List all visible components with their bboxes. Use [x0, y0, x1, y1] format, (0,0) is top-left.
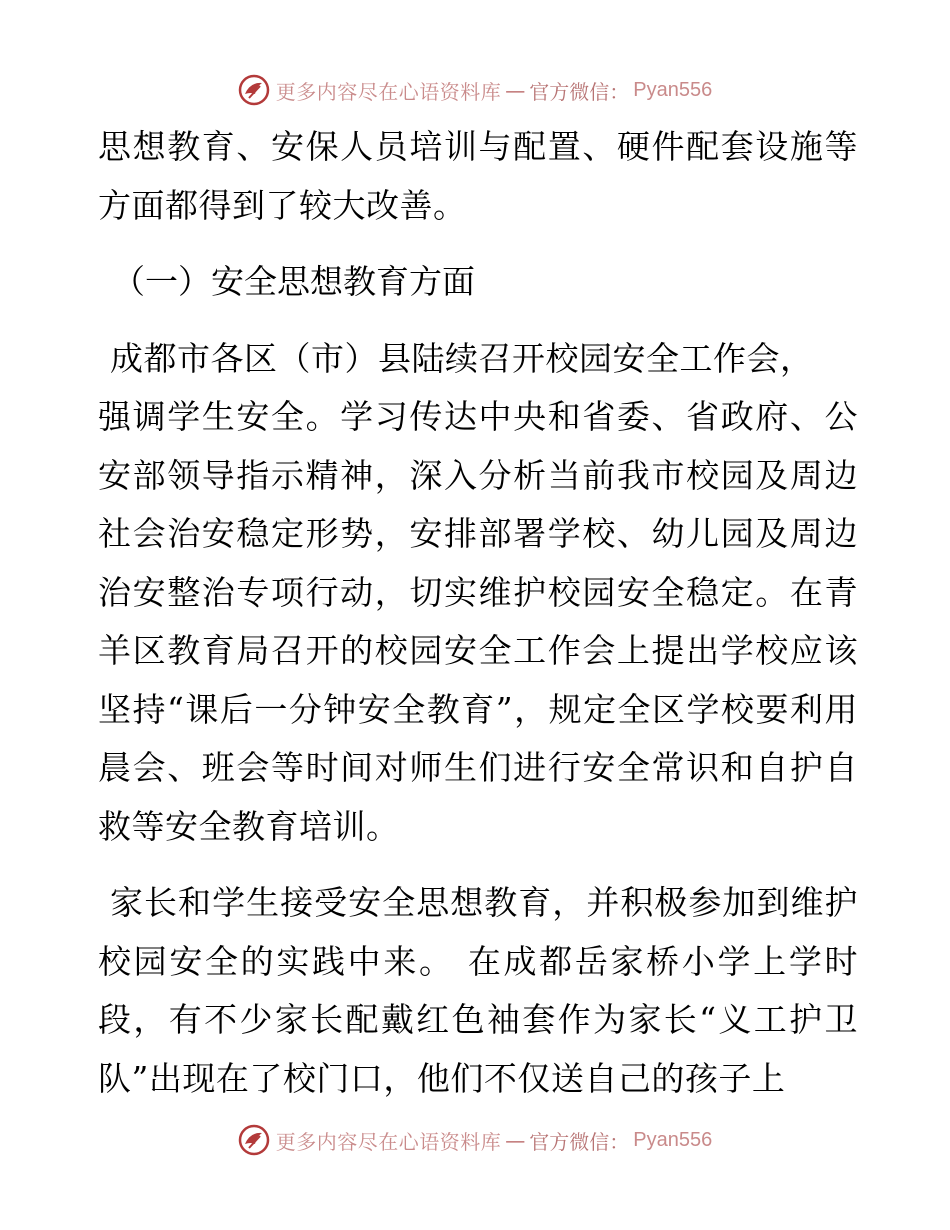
- paragraph-2: 强调学生安全。学习传达中央和省委、省政府、公安部领导指示精神，深入分析当前我市校园及周边社会治安稳定形势，安排部署学校、幼儿园及周边治安整治专项行动，切实维护校园安全稳定。在青羊区教育局召开的校园安全工作会上提出学校应该坚持“课后一分钟安全教育”，规定全区学校要利用晨会、班会等时间对师生们进行安全常识和自护自救等安全教育培训。: [98, 397, 858, 846]
- paragraph-gap: [98, 312, 858, 330]
- paragraph-3: 家长和学生接受安全思想教育，并积极参加到维护校园安全的实践中来。 在成都岳家桥小学上学时段，有不少家长配戴红色袖套作为家长“义工护卫队”出现在了校门口，他们不仅送自己的孩子上: [98, 883, 858, 1098]
- stamp-logo-icon: [238, 1124, 270, 1156]
- stamp-logo-icon: [238, 74, 270, 106]
- banner-separator: —: [505, 1128, 526, 1152]
- banner-text: 更多内容尽在心语资料库: [275, 1129, 502, 1154]
- banner-wechat-id: Pyan556: [633, 78, 713, 101]
- header-banner: [0, 70, 950, 110]
- banner-wechat-id: Pyan556: [633, 1128, 713, 1151]
- paragraph-gap: [98, 856, 858, 874]
- paragraph-1: 思想教育、安保人员培训与配置、硬件配套设施等方面都得到了较大改善。: [98, 127, 858, 225]
- document-body: [98, 118, 858, 1108]
- banner-official-label: 官方微信：: [529, 1129, 630, 1154]
- banner-official-label: 官方微信：: [529, 79, 630, 104]
- paragraph-gap: [98, 235, 858, 253]
- section-heading: （一）安全思想教育方面: [112, 262, 475, 301]
- banner-text: 更多内容尽在心语资料库: [275, 79, 502, 104]
- footer-banner: [0, 1120, 950, 1160]
- banner-separator: —: [505, 78, 526, 102]
- paragraph-2-first-line: 成都市各区（市）县陆续召开校园安全工作会，: [110, 338, 814, 378]
